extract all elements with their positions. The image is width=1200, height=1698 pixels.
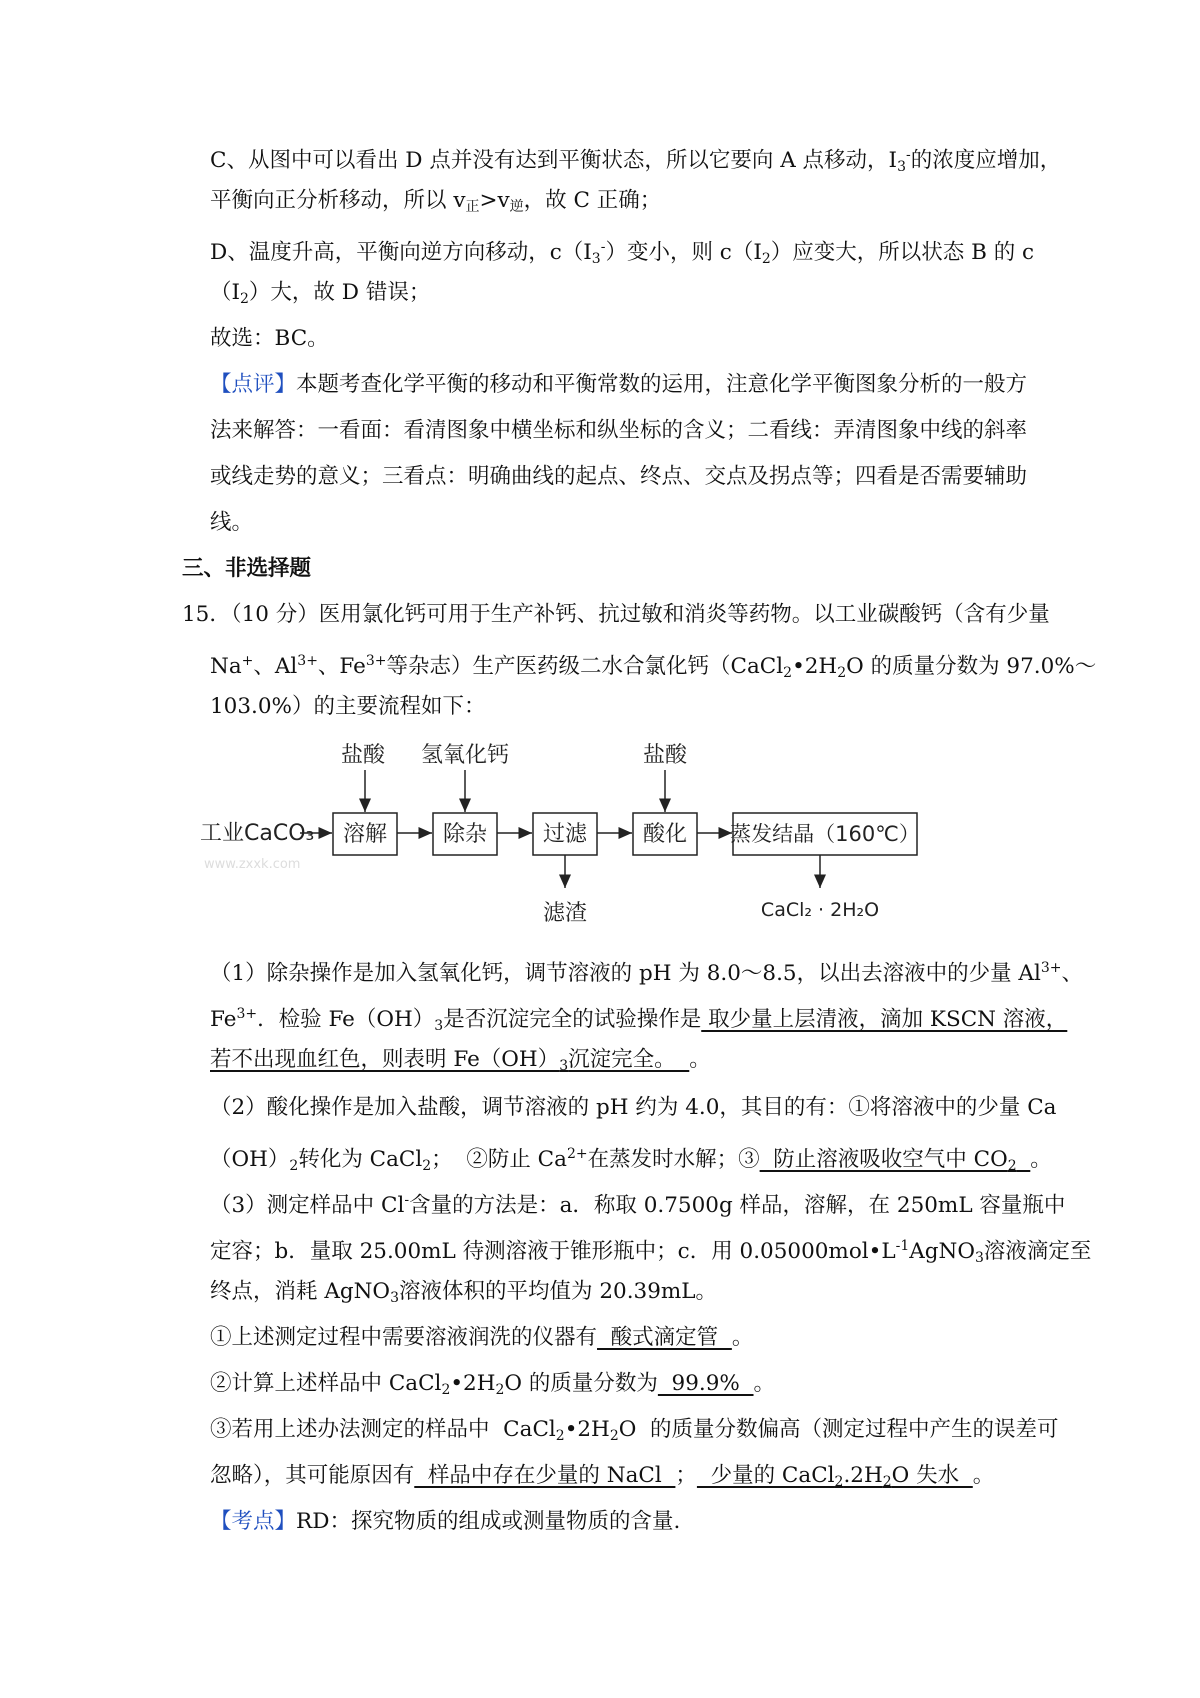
text: 、Al — [253, 654, 298, 679]
superscript: + — [241, 653, 254, 669]
text: 忽略），其可能原因有 — [210, 1463, 415, 1488]
text: 含量的方法是：a．称取 0.7500g 样品，溶解，在 250mL 容量瓶中 — [409, 1193, 1066, 1218]
text: 。 — [731, 1325, 754, 1350]
text: 在蒸发时水解；③ — [587, 1147, 760, 1172]
text: 是否沉淀完全的试验操作是 — [443, 1007, 702, 1032]
comment-line-1 — [210, 370, 1028, 400]
text: ； — [675, 1463, 697, 1488]
superscript: - — [905, 147, 911, 163]
text: Fe — [210, 1007, 237, 1032]
text: O 失水 — [891, 1463, 973, 1488]
text: AgNO — [909, 1239, 975, 1264]
text: 。 — [972, 1463, 995, 1488]
text: （1）除杂操作是加入氢氧化钙，调节溶液的 pH 为 8.0～8.5，以出去溶液中的少量 Al — [210, 961, 1041, 986]
comment-tag: 【点评】 — [210, 372, 297, 397]
sub1-line-2 — [210, 999, 1068, 1041]
superscript: 3+ — [365, 653, 387, 669]
subscript: 3 — [434, 1018, 444, 1034]
text: ）变小，则 c（I — [605, 240, 762, 265]
sub3-line-1 — [210, 1185, 1066, 1221]
subscript: 2 — [834, 1474, 844, 1490]
superscript: 3+ — [297, 653, 318, 669]
subscript: 2 — [1007, 1158, 1017, 1174]
comment-line-2: 法来解答：一看面：看清图象中横坐标和纵坐标的含义；二看线：弄清图象中线的斜率 — [210, 418, 1028, 443]
subscript: 3 — [974, 1250, 984, 1266]
sub3-line-3 — [210, 1277, 1025, 1313]
flow-top-label: 盐酸 — [340, 743, 386, 768]
text: （OH） — [210, 1147, 290, 1172]
answer-line: 故选：BC。 — [210, 326, 329, 351]
text: ．检验 Fe（OH） — [257, 1007, 435, 1032]
text: 若不出现血红色，则表明 Fe（OH） — [210, 1047, 560, 1072]
text: 的浓度应增加， — [910, 148, 1062, 173]
subscript: 逆 — [509, 199, 524, 215]
text: 平衡向正分析移动，所以 v — [210, 188, 466, 213]
watermark: www.zxxk.com — [204, 857, 301, 872]
text: 定容；b．量取 25.00mL 待测溶液于锥形瓶中；c．用 0.05000mol•L — [210, 1239, 896, 1264]
text: 。 — [1030, 1147, 1052, 1172]
flow-input-label: 工业CaCO₃ — [200, 821, 315, 846]
sub3-line-2 — [210, 1231, 1092, 1273]
text: ，故 C 正确； — [523, 188, 662, 213]
text: RD：探究物质的组成或测量物质的含量. — [296, 1509, 681, 1534]
text: •2H — [450, 1371, 496, 1396]
text: ②计算上述样品中 CaCl — [210, 1371, 442, 1396]
superscript: - — [404, 1192, 410, 1208]
text: .2H — [843, 1463, 883, 1488]
subscript: 2 — [495, 1382, 505, 1398]
flow-top-label: 氢氧化钙 — [420, 743, 510, 768]
superscript: 3+ — [236, 1006, 258, 1022]
superscript: -1 — [895, 1238, 910, 1254]
superscript: - — [600, 239, 606, 255]
q15-line-2 — [210, 646, 1097, 688]
text: O 的质量分数为 — [504, 1371, 658, 1396]
sub2-line-1: （2）酸化操作是加入盐酸，调节溶液的 pH 约为 4.0，其目的有：①将溶液中的少量 Ca — [210, 1095, 1057, 1120]
question-iii-line-2 — [210, 1461, 1025, 1497]
part-c-line-2 — [210, 186, 1025, 222]
subscript: 正 — [465, 199, 480, 215]
flow-box-label: 蒸发结晶（160℃） — [730, 822, 920, 846]
question-i — [210, 1323, 1025, 1353]
section-title: 三、非选择题 — [182, 556, 312, 581]
text: ③若用上述办法测定的样品中 CaCl — [210, 1417, 556, 1442]
answer-blank — [697, 1463, 973, 1488]
part-d-line-2 — [210, 278, 1025, 314]
kaodian-line — [210, 1507, 1025, 1537]
text: ①上述测定过程中需要溶液润洗的仪器有 — [210, 1325, 598, 1350]
subscript: 2 — [441, 1382, 451, 1398]
comment-line-4: 线。 — [210, 510, 254, 535]
answer-blank: 样品中存在少量的 NaCl — [414, 1463, 676, 1488]
answer-blank — [210, 1047, 689, 1072]
subscript: 2 — [882, 1474, 892, 1490]
text: •2H — [792, 654, 838, 679]
text: ）应变大，所以状态 B 的 c — [770, 240, 1035, 265]
text: 少量的 CaCl — [696, 1463, 835, 1488]
subscript: 3 — [591, 251, 601, 267]
subscript: 3 — [390, 1290, 399, 1306]
text: 转化为 CaCl — [298, 1147, 423, 1172]
text: 。 — [689, 1047, 711, 1072]
text: 沉淀完全。 — [568, 1047, 690, 1072]
sub1-line-1 — [210, 953, 1083, 989]
answer-blank: 99.9% — [657, 1371, 754, 1396]
answer-blank — [760, 1147, 1031, 1172]
subscript: 3 — [897, 159, 906, 175]
subscript: 3 — [559, 1058, 569, 1074]
subscript: 2 — [289, 1158, 299, 1174]
text: ）大，故 D 错误； — [248, 280, 431, 305]
question-ii — [210, 1369, 1025, 1405]
text: 本题考查化学平衡的移动和平衡常数的运用，注意化学平衡图象分析的一般方 — [296, 372, 1028, 397]
text: 防止溶液吸收空气中 CO — [759, 1147, 1008, 1172]
flow-box-label: 过滤 — [542, 822, 588, 847]
text: 等杂志）生产医药级二水合氯化钙（CaCl — [386, 654, 784, 679]
subscript: 2 — [783, 665, 793, 681]
question-iii-line-1 — [210, 1415, 1059, 1451]
q15-line-1: 15．（10 分）医用氯化钙可用于生产补钙、抗过敏和消炎等药物。以工业碳酸钙（含有少量 — [182, 602, 1050, 627]
text: （I — [210, 280, 240, 305]
flow-box-label: 酸化 — [642, 822, 688, 847]
comment-line-3: 或线走势的意义；三看点：明确曲线的起点、终点、交点及拐点等；四看是否需要辅助 — [210, 464, 1028, 489]
superscript: 2+ — [566, 1146, 588, 1162]
subscript: 2 — [609, 1428, 619, 1444]
flow-top-label: 盐酸 — [642, 743, 688, 768]
text: C、从图中可以看出 D 点并没有达到平衡状态，所以它要向 A 点移动，I — [210, 148, 898, 173]
flow-box-label: 溶解 — [342, 822, 388, 847]
text: 、Fe — [317, 654, 366, 679]
answer-blank: 取少量上层清液，滴加 KSCN 溶液， — [701, 1007, 1068, 1032]
text: O 的质量分数为 97.0%～ — [846, 654, 1097, 679]
subscript: 2 — [240, 291, 249, 307]
answer-blank: 酸式滴定管 — [597, 1325, 732, 1350]
text: O 的质量分数偏高（测定过程中产生的误差可 — [618, 1417, 1059, 1442]
flow-box-label: 除杂 — [442, 822, 488, 847]
text: 。 — [753, 1371, 776, 1396]
q15-line-3: 103.0%）的主要流程如下： — [210, 694, 486, 719]
text: D、温度升高，平衡向逆方向移动，c（I — [210, 240, 592, 265]
subscript: 2 — [422, 1158, 432, 1174]
subscript: 2 — [555, 1428, 565, 1444]
text: >v — [479, 188, 510, 213]
subscript: 2 — [837, 665, 847, 681]
flow-bottom-label: 滤渣 — [542, 901, 588, 926]
text: 终点，消耗 AgNO — [210, 1279, 391, 1304]
process-flow-diagram — [200, 740, 1020, 940]
superscript: 3+ — [1040, 960, 1062, 976]
subscript: 2 — [761, 251, 771, 267]
sub1-line-3 — [210, 1045, 1025, 1081]
kaodian-tag: 【考点】 — [210, 1509, 297, 1534]
text: 、 — [1061, 961, 1083, 986]
sub2-line-2 — [210, 1139, 1052, 1181]
text: Na — [210, 654, 242, 679]
text: •2H — [564, 1417, 610, 1442]
text: 溶液体积的平均值为 20.39mL。 — [399, 1279, 718, 1304]
flow-bottom-label: CaCl₂ · 2H₂O — [760, 899, 880, 921]
part-d-line-1 — [210, 232, 1035, 274]
text: 溶液滴定至 — [983, 1239, 1092, 1264]
text: ； ②防止 Ca — [431, 1147, 567, 1172]
part-c-line-1 — [210, 140, 1062, 182]
text: （3）测定样品中 Cl — [210, 1193, 405, 1218]
text — [1017, 1147, 1031, 1172]
